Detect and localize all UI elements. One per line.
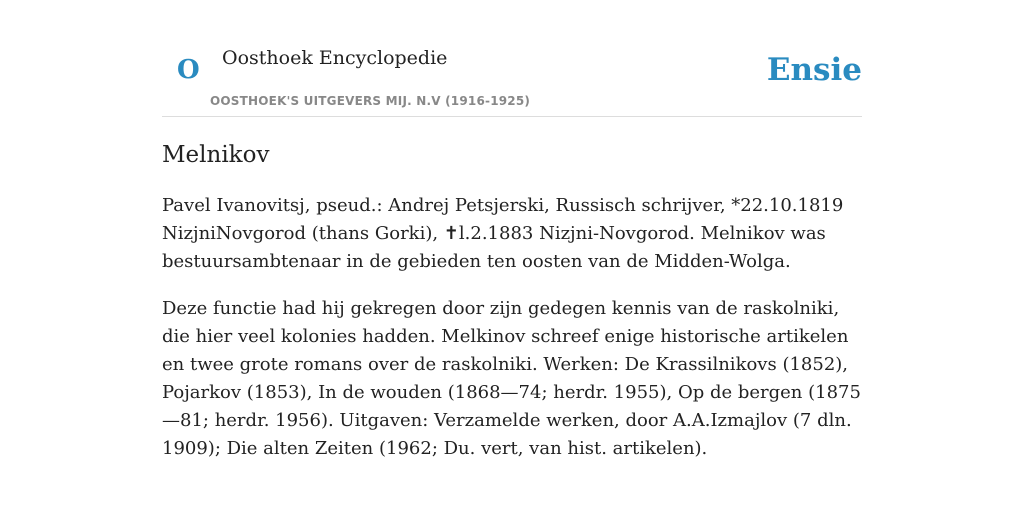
page-container bbox=[162, 0, 862, 459]
publication-logo[interactable]: O bbox=[177, 55, 200, 85]
publication-header bbox=[162, 0, 862, 117]
entry-title: Melnikov bbox=[162, 142, 270, 168]
ensie-brand-link[interactable]: Ensie bbox=[766, 52, 862, 88]
entry-paragraph: Pavel Ivanovitsj, pseud.: Andrej Petsjerski, Russisch schrijver, *22.10.1819 NizjniNovgorod (thans Gorki), ✝l.2.1883 Nizjni-Novgorod. Melnikov was bestuursambtenaar in de gebieden ten oosten van de Midden-Wolga. bbox=[162, 195, 844, 272]
publisher-line: OOSTHOEK'S UITGEVERS MIJ. N.V (1916-1925) bbox=[210, 94, 531, 108]
entry-paragraph: Deze functie had hij gekregen door zijn gedegen kennis van de raskolniki, die hier veel kolonies hadden. Melkinov schreef enige historische artikelen en twee grote romans over de raskolniki. Werken: De Krassilnikovs (1852), Pojarkov (1853), In de wouden (1868—74; herdr. 1955), Op de bergen (1875—81; herdr. 1956). Uitgaven: Verzamelde werken, door A.A.Izmajlov (7 dln. 1909); Die alten Zeiten (1962; Du. vert, van hist. artikelen). bbox=[162, 298, 861, 459]
entry-body bbox=[162, 192, 862, 482]
publication-title[interactable]: Oosthoek Encyclopedie bbox=[222, 47, 448, 69]
